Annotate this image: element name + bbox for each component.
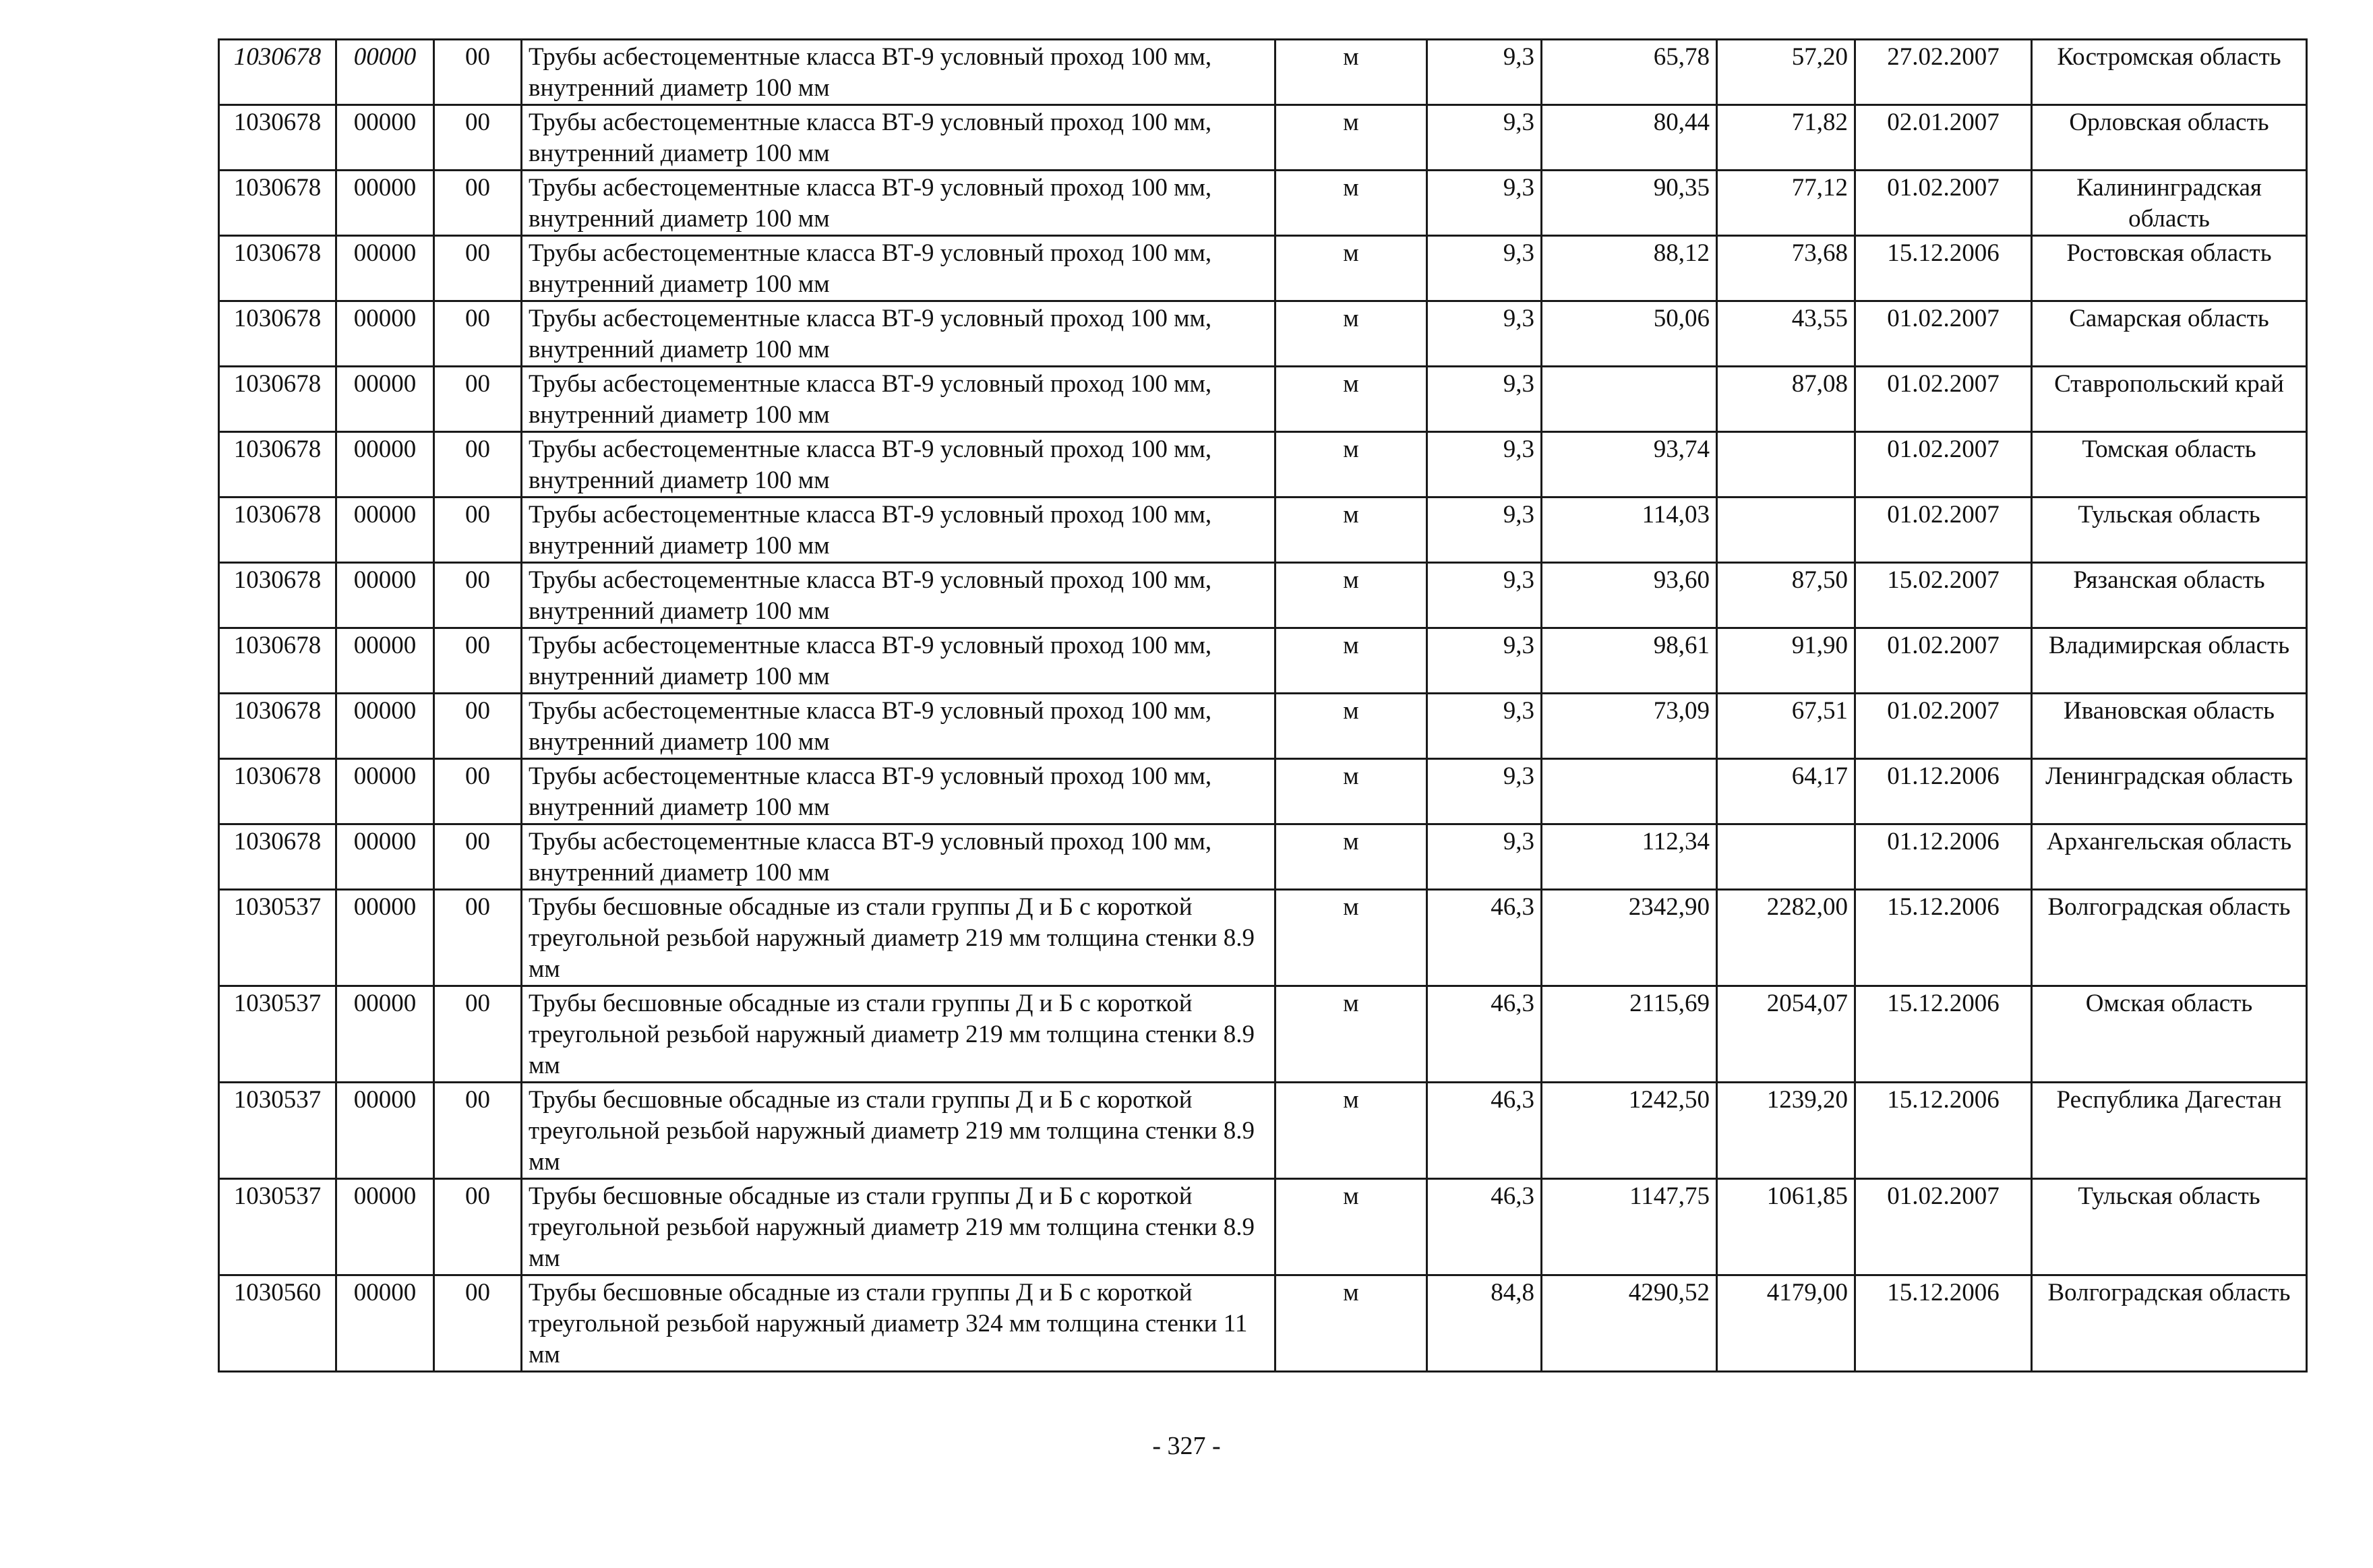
date-cell: 01.02.2007 bbox=[1855, 628, 2032, 694]
price-cell: 1147,75 bbox=[1542, 1179, 1717, 1275]
version-cell: 00 bbox=[434, 986, 522, 1083]
date-cell: 15.12.2006 bbox=[1855, 236, 2032, 301]
price-without-vat-cell: 1061,85 bbox=[1717, 1179, 1855, 1275]
item-code-cell: 1030678 bbox=[219, 628, 336, 694]
quantity-cell: 84,8 bbox=[1427, 1275, 1542, 1372]
quantity-cell: 9,3 bbox=[1427, 105, 1542, 171]
item-name-cell: Трубы бесшовные обсадные из стали группы Д и Б с короткой треугольной резьбой наружный диаметр 324 мм толщина стенки 11 мм bbox=[522, 1275, 1275, 1372]
table-row bbox=[219, 628, 2307, 694]
table-row bbox=[219, 986, 2307, 1083]
sub-code-cell: 00000 bbox=[336, 301, 434, 367]
item-name-cell: Трубы асбестоцементные класса ВТ-9 условный проход 100 мм, внутренний диаметр 100 мм bbox=[522, 432, 1275, 497]
item-code-cell: 1030678 bbox=[219, 105, 336, 171]
table-row bbox=[219, 1275, 2307, 1372]
price-cell: 2115,69 bbox=[1542, 986, 1717, 1083]
quantity-cell: 46,3 bbox=[1427, 1179, 1542, 1275]
table-row bbox=[219, 1179, 2307, 1275]
item-code-cell: 1030678 bbox=[219, 497, 336, 563]
quantity-cell: 46,3 bbox=[1427, 1083, 1542, 1179]
table-row bbox=[219, 759, 2307, 824]
price-cell: 4290,52 bbox=[1542, 1275, 1717, 1372]
region-cell: Ставропольский край bbox=[2032, 367, 2307, 432]
date-cell: 15.12.2006 bbox=[1855, 1083, 2032, 1179]
price-without-vat-cell: 57,20 bbox=[1717, 40, 1855, 105]
sub-code-cell: 00000 bbox=[336, 236, 434, 301]
price-cell: 80,44 bbox=[1542, 105, 1717, 171]
unit-cell: м bbox=[1275, 497, 1427, 563]
price-without-vat-cell: 64,17 bbox=[1717, 759, 1855, 824]
unit-cell: м bbox=[1275, 1275, 1427, 1372]
item-code-cell: 1030678 bbox=[219, 367, 336, 432]
quantity-cell: 9,3 bbox=[1427, 367, 1542, 432]
page-number: - 327 - bbox=[1152, 1432, 1221, 1460]
region-cell: Владимирская область bbox=[2032, 628, 2307, 694]
date-cell: 01.02.2007 bbox=[1855, 694, 2032, 759]
price-without-vat-cell: 67,51 bbox=[1717, 694, 1855, 759]
item-name-cell: Трубы асбестоцементные класса ВТ-9 условный проход 100 мм, внутренний диаметр 100 мм bbox=[522, 563, 1275, 628]
price-cell: 93,74 bbox=[1542, 432, 1717, 497]
sub-code-cell: 00000 bbox=[336, 759, 434, 824]
sub-code-cell: 00000 bbox=[336, 1179, 434, 1275]
unit-cell: м bbox=[1275, 367, 1427, 432]
date-cell: 15.02.2007 bbox=[1855, 563, 2032, 628]
price-without-vat-cell: 87,08 bbox=[1717, 367, 1855, 432]
sub-code-cell: 00000 bbox=[336, 694, 434, 759]
unit-cell: м bbox=[1275, 824, 1427, 890]
sub-code-cell: 00000 bbox=[336, 890, 434, 986]
date-cell: 01.12.2006 bbox=[1855, 824, 2032, 890]
item-name-cell: Трубы асбестоцементные класса ВТ-9 условный проход 100 мм, внутренний диаметр 100 мм bbox=[522, 759, 1275, 824]
unit-cell: м bbox=[1275, 236, 1427, 301]
region-cell: Ленинградская область bbox=[2032, 759, 2307, 824]
date-cell: 01.02.2007 bbox=[1855, 367, 2032, 432]
date-cell: 15.12.2006 bbox=[1855, 986, 2032, 1083]
quantity-cell: 9,3 bbox=[1427, 301, 1542, 367]
price-cell bbox=[1542, 759, 1717, 824]
quantity-cell: 46,3 bbox=[1427, 986, 1542, 1083]
item-code-cell: 1030678 bbox=[219, 40, 336, 105]
unit-cell: м bbox=[1275, 1083, 1427, 1179]
price-cell: 65,78 bbox=[1542, 40, 1717, 105]
item-name-cell: Трубы асбестоцементные класса ВТ-9 условный проход 100 мм, внутренний диаметр 100 мм bbox=[522, 367, 1275, 432]
item-code-cell: 1030678 bbox=[219, 432, 336, 497]
region-cell: Ивановская область bbox=[2032, 694, 2307, 759]
item-name-cell: Трубы асбестоцементные класса ВТ-9 условный проход 100 мм, внутренний диаметр 100 мм bbox=[522, 236, 1275, 301]
region-cell: Калининградская область bbox=[2032, 171, 2307, 236]
version-cell: 00 bbox=[434, 694, 522, 759]
price-cell: 114,03 bbox=[1542, 497, 1717, 563]
date-cell: 01.02.2007 bbox=[1855, 301, 2032, 367]
quantity-cell: 9,3 bbox=[1427, 759, 1542, 824]
item-name-cell: Трубы асбестоцементные класса ВТ-9 условный проход 100 мм, внутренний диаметр 100 мм bbox=[522, 497, 1275, 563]
item-name-cell: Трубы асбестоцементные класса ВТ-9 условный проход 100 мм, внутренний диаметр 100 мм bbox=[522, 105, 1275, 171]
price-without-vat-cell: 73,68 bbox=[1717, 236, 1855, 301]
item-name-cell: Трубы бесшовные обсадные из стали группы Д и Б с короткой треугольной резьбой наружный диаметр 219 мм толщина стенки 8.9 мм bbox=[522, 1083, 1275, 1179]
quantity-cell: 9,3 bbox=[1427, 628, 1542, 694]
quantity-cell: 9,3 bbox=[1427, 824, 1542, 890]
date-cell: 27.02.2007 bbox=[1855, 40, 2032, 105]
region-cell: Орловская область bbox=[2032, 105, 2307, 171]
item-code-cell: 1030560 bbox=[219, 1275, 336, 1372]
version-cell: 00 bbox=[434, 1083, 522, 1179]
price-without-vat-cell: 91,90 bbox=[1717, 628, 1855, 694]
item-name-cell: Трубы асбестоцементные класса ВТ-9 условный проход 100 мм, внутренний диаметр 100 мм bbox=[522, 824, 1275, 890]
unit-cell: м bbox=[1275, 563, 1427, 628]
region-cell: Рязанская область bbox=[2032, 563, 2307, 628]
version-cell: 00 bbox=[434, 301, 522, 367]
item-code-cell: 1030678 bbox=[219, 301, 336, 367]
item-name-cell: Трубы асбестоцементные класса ВТ-9 условный проход 100 мм, внутренний диаметр 100 мм bbox=[522, 301, 1275, 367]
date-cell: 15.12.2006 bbox=[1855, 890, 2032, 986]
region-cell: Волгоградская область bbox=[2032, 1275, 2307, 1372]
quantity-cell: 9,3 bbox=[1427, 432, 1542, 497]
table-row bbox=[219, 367, 2307, 432]
item-code-cell: 1030678 bbox=[219, 694, 336, 759]
unit-cell: м bbox=[1275, 171, 1427, 236]
item-name-cell: Трубы асбестоцементные класса ВТ-9 условный проход 100 мм, внутренний диаметр 100 мм bbox=[522, 628, 1275, 694]
table-row bbox=[219, 824, 2307, 890]
unit-cell: м bbox=[1275, 759, 1427, 824]
price-cell: 88,12 bbox=[1542, 236, 1717, 301]
table-row bbox=[219, 1083, 2307, 1179]
sub-code-cell: 00000 bbox=[336, 986, 434, 1083]
sub-code-cell: 00000 bbox=[336, 105, 434, 171]
unit-cell: м bbox=[1275, 890, 1427, 986]
version-cell: 00 bbox=[434, 628, 522, 694]
item-name-cell: Трубы бесшовные обсадные из стали группы Д и Б с короткой треугольной резьбой наружный диаметр 219 мм толщина стенки 8.9 мм bbox=[522, 986, 1275, 1083]
item-code-cell: 1030678 bbox=[219, 171, 336, 236]
item-name-cell: Трубы асбестоцементные класса ВТ-9 условный проход 100 мм, внутренний диаметр 100 мм bbox=[522, 694, 1275, 759]
region-cell: Ростовская область bbox=[2032, 236, 2307, 301]
region-cell: Тульская область bbox=[2032, 1179, 2307, 1275]
unit-cell: м bbox=[1275, 1179, 1427, 1275]
region-cell: Омская область bbox=[2032, 986, 2307, 1083]
unit-cell: м bbox=[1275, 628, 1427, 694]
version-cell: 00 bbox=[434, 890, 522, 986]
item-name-cell: Трубы асбестоцементные класса ВТ-9 условный проход 100 мм, внутренний диаметр 100 мм bbox=[522, 171, 1275, 236]
table-body bbox=[219, 40, 2307, 1372]
sub-code-cell: 00000 bbox=[336, 497, 434, 563]
quantity-cell: 46,3 bbox=[1427, 890, 1542, 986]
version-cell: 00 bbox=[434, 40, 522, 105]
unit-cell: м bbox=[1275, 694, 1427, 759]
table-row bbox=[219, 563, 2307, 628]
item-code-cell: 1030678 bbox=[219, 759, 336, 824]
price-cell: 50,06 bbox=[1542, 301, 1717, 367]
date-cell: 01.02.2007 bbox=[1855, 432, 2032, 497]
version-cell: 00 bbox=[434, 171, 522, 236]
date-cell: 01.02.2007 bbox=[1855, 171, 2032, 236]
region-cell: Архангельская область bbox=[2032, 824, 2307, 890]
version-cell: 00 bbox=[434, 497, 522, 563]
table-row bbox=[219, 40, 2307, 105]
price-cell bbox=[1542, 367, 1717, 432]
table-row bbox=[219, 497, 2307, 563]
version-cell: 00 bbox=[434, 1275, 522, 1372]
price-cell: 1242,50 bbox=[1542, 1083, 1717, 1179]
date-cell: 01.12.2006 bbox=[1855, 759, 2032, 824]
item-code-cell: 1030537 bbox=[219, 890, 336, 986]
item-code-cell: 1030537 bbox=[219, 1083, 336, 1179]
item-code-cell: 1030537 bbox=[219, 986, 336, 1083]
sub-code-cell: 00000 bbox=[336, 628, 434, 694]
price-without-vat-cell: 4179,00 bbox=[1717, 1275, 1855, 1372]
version-cell: 00 bbox=[434, 1179, 522, 1275]
sub-code-cell: 00000 bbox=[336, 1083, 434, 1179]
table-row bbox=[219, 432, 2307, 497]
price-without-vat-cell: 71,82 bbox=[1717, 105, 1855, 171]
item-name-cell: Трубы асбестоцементные класса ВТ-9 условный проход 100 мм, внутренний диаметр 100 мм bbox=[522, 40, 1275, 105]
sub-code-cell: 00000 bbox=[336, 824, 434, 890]
unit-cell: м bbox=[1275, 986, 1427, 1083]
item-code-cell: 1030537 bbox=[219, 1179, 336, 1275]
sub-code-cell: 00000 bbox=[336, 563, 434, 628]
price-cell: 93,60 bbox=[1542, 563, 1717, 628]
date-cell: 01.02.2007 bbox=[1855, 497, 2032, 563]
region-cell: Волгоградская область bbox=[2032, 890, 2307, 986]
version-cell: 00 bbox=[434, 432, 522, 497]
version-cell: 00 bbox=[434, 367, 522, 432]
region-cell: Республика Дагестан bbox=[2032, 1083, 2307, 1179]
price-without-vat-cell bbox=[1717, 432, 1855, 497]
date-cell: 02.01.2007 bbox=[1855, 105, 2032, 171]
table-row bbox=[219, 236, 2307, 301]
price-without-vat-cell bbox=[1717, 497, 1855, 563]
sub-code-cell: 00000 bbox=[336, 171, 434, 236]
table-row bbox=[219, 301, 2307, 367]
price-without-vat-cell: 87,50 bbox=[1717, 563, 1855, 628]
price-without-vat-cell: 43,55 bbox=[1717, 301, 1855, 367]
price-cell: 90,35 bbox=[1542, 171, 1717, 236]
item-code-cell: 1030678 bbox=[219, 563, 336, 628]
item-code-cell: 1030678 bbox=[219, 824, 336, 890]
table-row bbox=[219, 890, 2307, 986]
version-cell: 00 bbox=[434, 759, 522, 824]
unit-cell: м bbox=[1275, 432, 1427, 497]
item-code-cell: 1030678 bbox=[219, 236, 336, 301]
sub-code-cell: 00000 bbox=[336, 40, 434, 105]
quantity-cell: 9,3 bbox=[1427, 40, 1542, 105]
unit-cell: м bbox=[1275, 105, 1427, 171]
price-cell: 73,09 bbox=[1542, 694, 1717, 759]
unit-cell: м bbox=[1275, 40, 1427, 105]
region-cell: Тульская область bbox=[2032, 497, 2307, 563]
date-cell: 01.02.2007 bbox=[1855, 1179, 2032, 1275]
region-cell: Томская область bbox=[2032, 432, 2307, 497]
quantity-cell: 9,3 bbox=[1427, 236, 1542, 301]
sub-code-cell: 00000 bbox=[336, 432, 434, 497]
price-without-vat-cell bbox=[1717, 824, 1855, 890]
quantity-cell: 9,3 bbox=[1427, 563, 1542, 628]
quantity-cell: 9,3 bbox=[1427, 171, 1542, 236]
price-cell: 2342,90 bbox=[1542, 890, 1717, 986]
quantity-cell: 9,3 bbox=[1427, 497, 1542, 563]
item-name-cell: Трубы бесшовные обсадные из стали группы Д и Б с короткой треугольной резьбой наружный диаметр 219 мм толщина стенки 8.9 мм bbox=[522, 1179, 1275, 1275]
table-row bbox=[219, 694, 2307, 759]
price-without-vat-cell: 2054,07 bbox=[1717, 986, 1855, 1083]
sub-code-cell: 00000 bbox=[336, 367, 434, 432]
table-row bbox=[219, 105, 2307, 171]
price-cell: 112,34 bbox=[1542, 824, 1717, 890]
price-table bbox=[218, 38, 2308, 1373]
sub-code-cell: 00000 bbox=[336, 1275, 434, 1372]
region-cell: Самарская область bbox=[2032, 301, 2307, 367]
unit-cell: м bbox=[1275, 301, 1427, 367]
item-name-cell: Трубы бесшовные обсадные из стали группы Д и Б с короткой треугольной резьбой наружный диаметр 219 мм толщина стенки 8.9 мм bbox=[522, 890, 1275, 986]
table-row bbox=[219, 171, 2307, 236]
version-cell: 00 bbox=[434, 236, 522, 301]
price-without-vat-cell: 1239,20 bbox=[1717, 1083, 1855, 1179]
version-cell: 00 bbox=[434, 105, 522, 171]
region-cell: Костромская область bbox=[2032, 40, 2307, 105]
date-cell: 15.12.2006 bbox=[1855, 1275, 2032, 1372]
price-without-vat-cell: 2282,00 bbox=[1717, 890, 1855, 986]
version-cell: 00 bbox=[434, 563, 522, 628]
price-cell: 98,61 bbox=[1542, 628, 1717, 694]
quantity-cell: 9,3 bbox=[1427, 694, 1542, 759]
price-without-vat-cell: 77,12 bbox=[1717, 171, 1855, 236]
version-cell: 00 bbox=[434, 824, 522, 890]
